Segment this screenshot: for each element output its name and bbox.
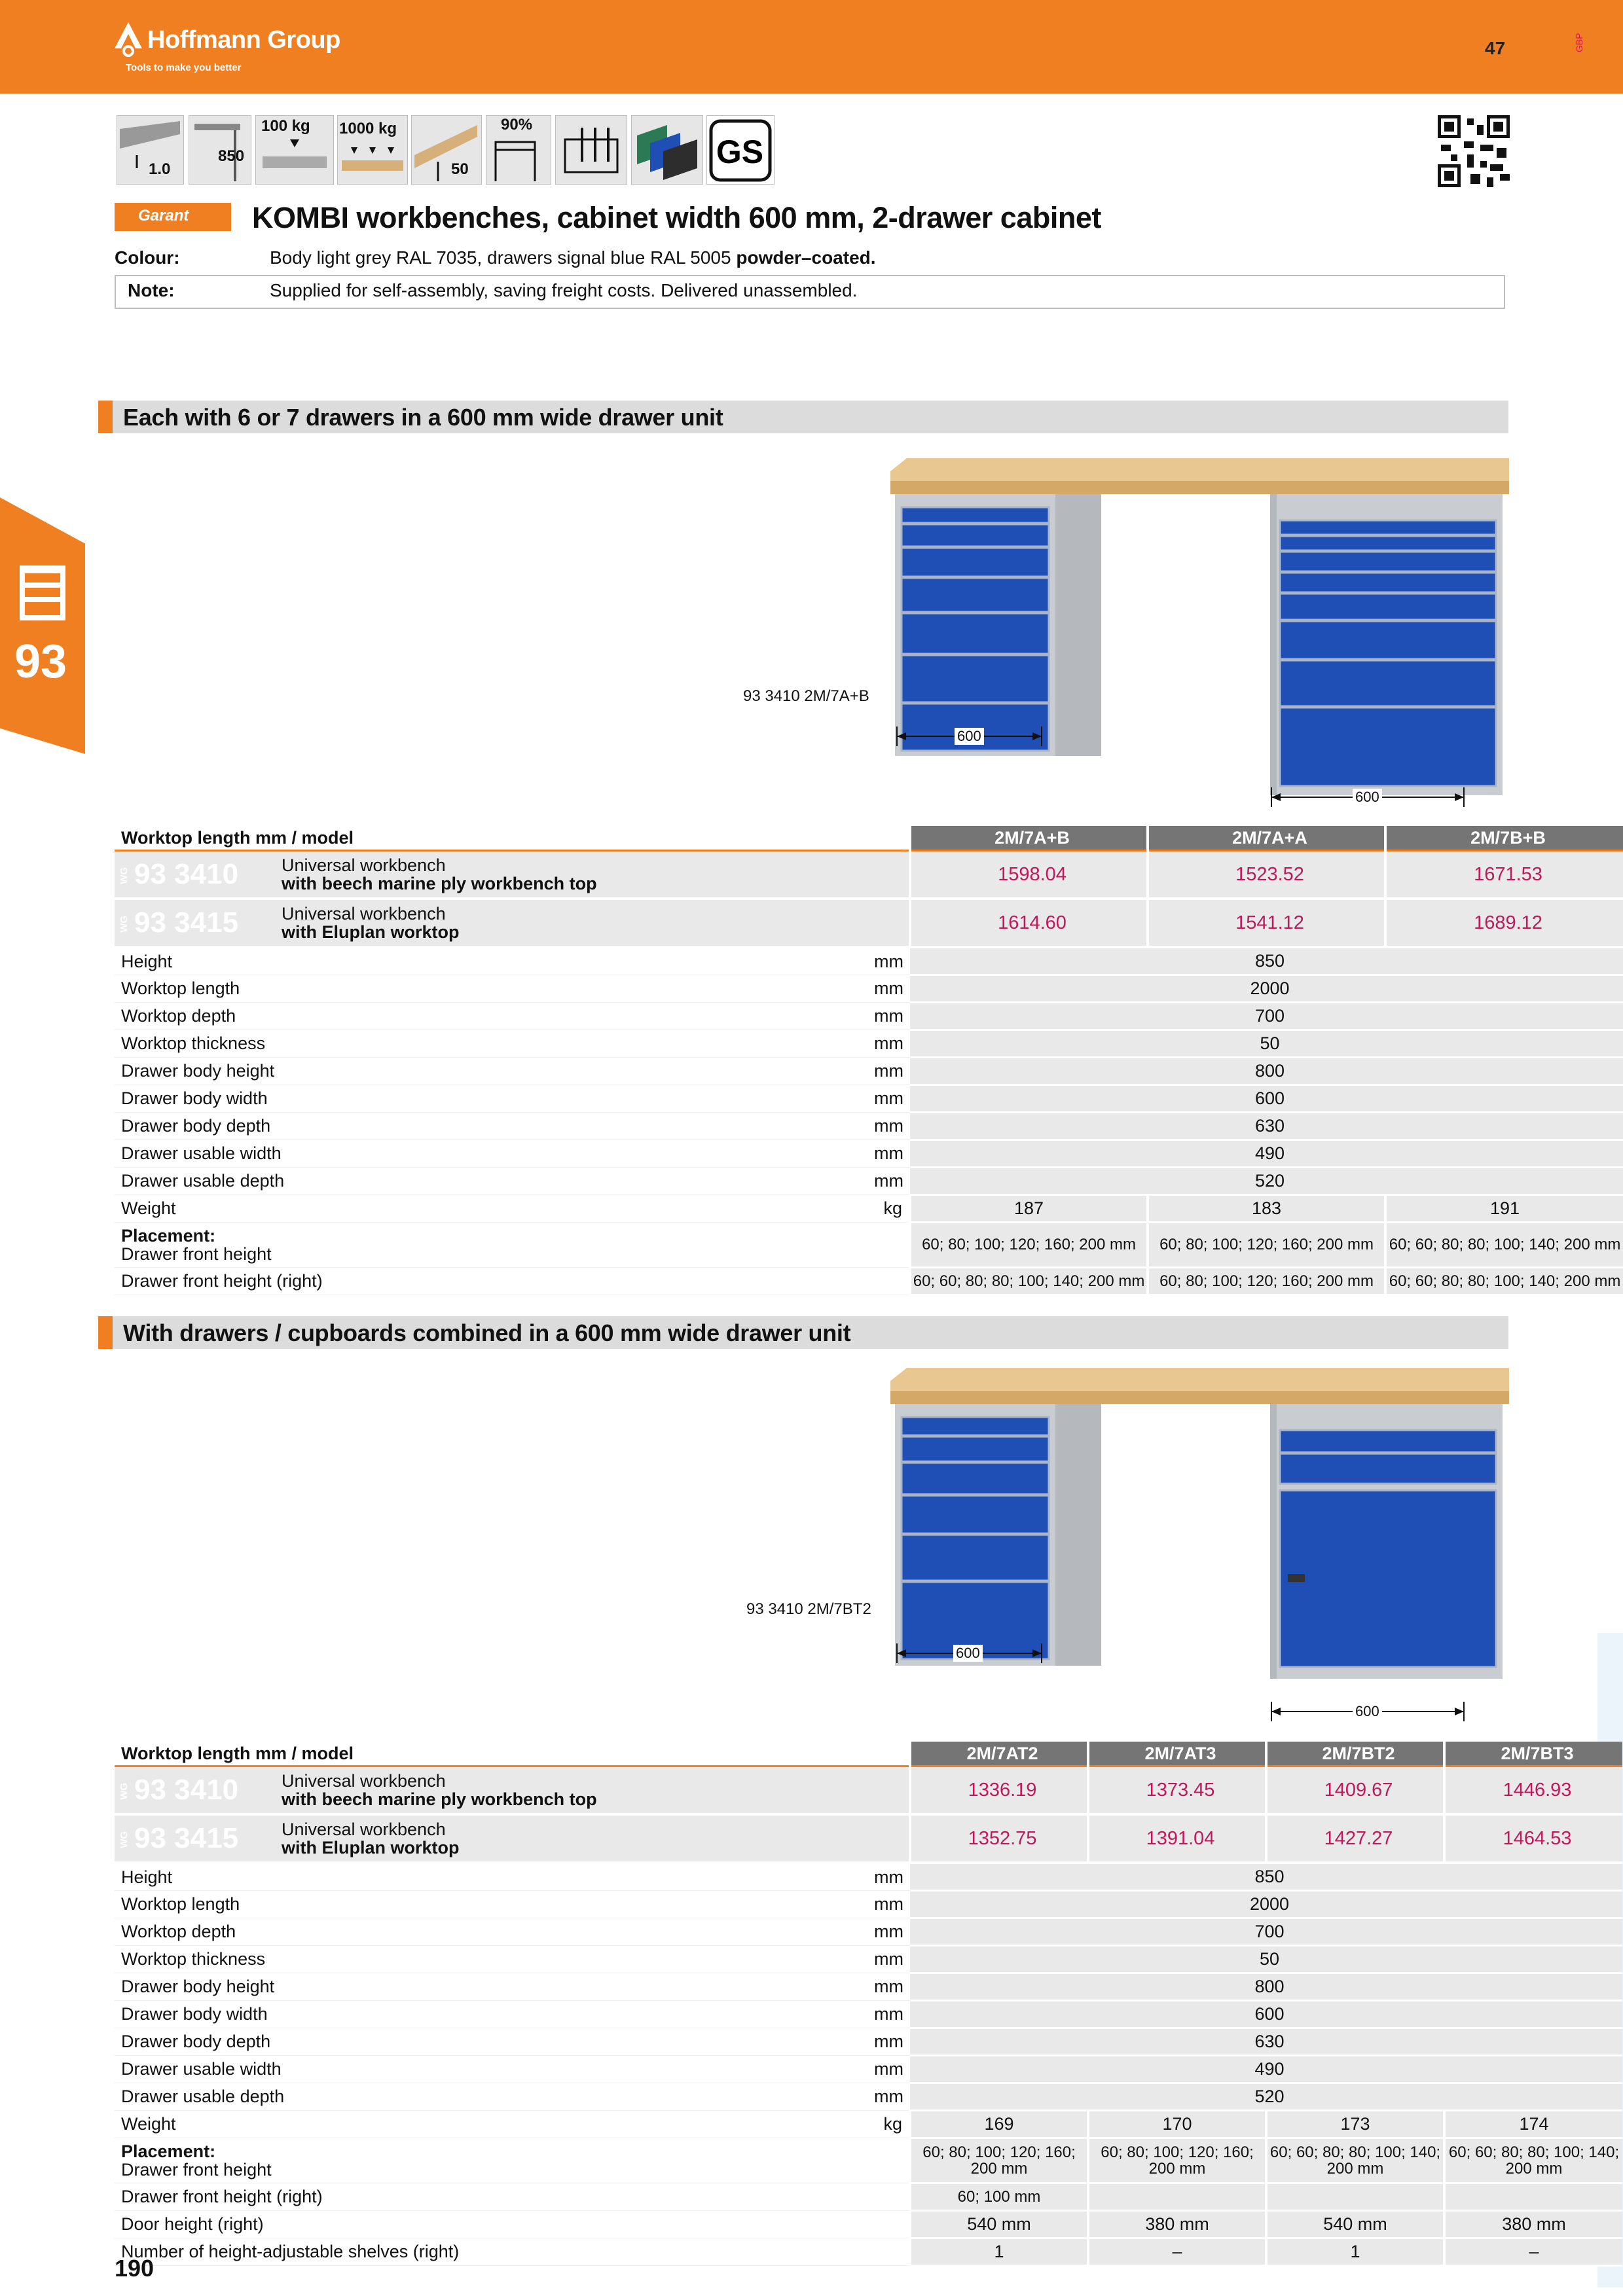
- section1-spec-table: [115, 826, 1623, 1296]
- currency-label: GBP: [1574, 33, 1584, 52]
- spec-unit: mm: [799, 1003, 910, 1030]
- svg-text:GS: GS: [716, 134, 764, 170]
- spec-value: 183: [1148, 1195, 1385, 1223]
- spec-row: [115, 1003, 1623, 1030]
- article-description: [275, 851, 910, 899]
- spec-unit: mm: [799, 2001, 910, 2028]
- spec-value: 490: [910, 2056, 1622, 2083]
- price-cell[interactable]: 1427.27: [1266, 1814, 1444, 1863]
- colour-label: Colour:: [115, 247, 180, 268]
- spec-label: Worktop depth: [115, 1918, 799, 1946]
- spec-value: 850: [910, 1863, 1622, 1891]
- section1-marker: [98, 401, 113, 433]
- section1-dim-left: 600: [955, 728, 984, 745]
- spec-value: 60; 60; 80; 80; 100; 140; 200 mm: [1385, 1268, 1623, 1295]
- hoffmann-logo-icon: [115, 22, 142, 58]
- section2-marker: [98, 1316, 113, 1349]
- article-desc-line2: with beech marine ply workbench top: [282, 874, 597, 893]
- price-cell[interactable]: 1336.19: [910, 1767, 1088, 1815]
- spec-value: 174: [1444, 2111, 1622, 2138]
- article-number[interactable]: [115, 1814, 275, 1863]
- article-desc-line2: with Eluplan worktop: [282, 1838, 460, 1857]
- model-col: 2M/7BT2: [1266, 1742, 1444, 1767]
- spec-unit: mm: [799, 1058, 910, 1085]
- wg-label: WG: [119, 867, 130, 885]
- height-value: 850: [218, 147, 245, 165]
- spec-value: 380 mm: [1088, 2211, 1266, 2238]
- spec-label: Worktop length: [115, 1891, 799, 1918]
- chapter-tab[interactable]: [0, 497, 85, 754]
- gs-mark-icon: [706, 115, 775, 185]
- empty-cell: [1266, 2183, 1444, 2211]
- section2-dim-right: 600: [1353, 1703, 1382, 1720]
- spec-label: Drawer body depth: [115, 1113, 799, 1140]
- sheet-thickness-value: 1.0: [149, 160, 171, 178]
- workbench-7drawer-illustration: [887, 455, 1509, 821]
- spec-label: Worktop thickness: [115, 1946, 799, 1973]
- spec-label: [115, 1223, 910, 1268]
- price-cell[interactable]: 1541.12: [1148, 899, 1385, 947]
- right-front-row: [115, 1268, 1623, 1295]
- garant-badge: Garant: [115, 203, 231, 231]
- spec-value: –: [1088, 2238, 1266, 2266]
- colour-text: Body light grey RAL 7035, drawers signal blue RAL 5005: [270, 247, 737, 268]
- spec-row: [115, 2083, 1622, 2111]
- spec-unit: mm: [799, 2028, 910, 2056]
- article-desc-line1: Universal workbench: [282, 855, 446, 875]
- spec-unit: mm: [799, 1973, 910, 2001]
- spec-row: [115, 2056, 1622, 2083]
- spec-value: 630: [910, 2028, 1622, 2056]
- top-load-value: 1000 kg: [339, 120, 397, 137]
- header-label: Worktop length mm / model: [115, 826, 910, 851]
- article-description: [275, 899, 910, 947]
- spec-label: Worktop thickness: [115, 1030, 799, 1058]
- worktop-thickness-value: 50: [451, 160, 469, 178]
- header-label: Worktop length mm / model: [115, 1742, 910, 1767]
- spec-label: Door height (right): [115, 2211, 910, 2238]
- spec-unit: mm: [799, 1113, 910, 1140]
- price-cell[interactable]: 1352.75: [910, 1814, 1088, 1863]
- page-number: 190: [115, 2255, 155, 2282]
- spec-row: [115, 2028, 1622, 2056]
- brand-tagline: Tools to make you better: [126, 62, 242, 73]
- article-number[interactable]: [115, 1767, 275, 1815]
- spec-label: Weight: [115, 2111, 799, 2138]
- spec-label: Drawer body width: [115, 2001, 799, 2028]
- spec-value: 60; 80; 100; 120; 160; 200 mm: [910, 1223, 1148, 1268]
- product-title: KOMBI workbenches, cabinet width 600 mm, 2-drawer cabinet: [252, 201, 1101, 234]
- spec-label: Drawer body depth: [115, 2028, 799, 2056]
- brand-name: Hoffmann Group: [147, 26, 340, 54]
- table-header-row: [115, 826, 1623, 851]
- height-icon: [189, 115, 251, 185]
- section2-dim-left: 600: [953, 1645, 983, 1662]
- page-number-top: 47: [1485, 38, 1506, 58]
- colour-finish: powder–coated.: [736, 247, 876, 268]
- article-number-text: 93 3415: [134, 1821, 239, 1854]
- spec-value: 700: [910, 1918, 1622, 1946]
- worktop-thickness-icon: [411, 115, 482, 185]
- spec-value: 50: [910, 1030, 1623, 1058]
- empty-cell: [1444, 2183, 1622, 2211]
- spec-row: [115, 1168, 1623, 1195]
- article-row[interactable]: [115, 1767, 1622, 1815]
- drawer-extension-value: 90%: [501, 116, 533, 134]
- spec-value: 1: [910, 2238, 1088, 2266]
- article-desc-line1: Universal workbench: [282, 903, 446, 924]
- article-description: [275, 1814, 910, 1863]
- spec-label: Drawer usable depth: [115, 1168, 799, 1195]
- spec-unit: mm: [799, 1863, 910, 1891]
- article-desc-line2: with Eluplan worktop: [282, 922, 460, 942]
- spec-value: 490: [910, 1140, 1623, 1168]
- spec-row: [115, 1891, 1622, 1918]
- article-number-text: 93 3415: [134, 906, 239, 939]
- spec-value: 169: [910, 2111, 1088, 2138]
- spec-value: 600: [910, 2001, 1622, 2028]
- price-cell[interactable]: 1464.53: [1444, 1814, 1622, 1863]
- spec-unit: mm: [799, 1168, 910, 1195]
- section1-heading-text: Each with 6 or 7 drawers in a 600 mm wide drawer unit: [123, 404, 723, 431]
- article-number[interactable]: [115, 899, 275, 947]
- spec-row: [115, 1863, 1622, 1891]
- spec-value: 60; 100 mm: [910, 2183, 1088, 2211]
- article-row[interactable]: [115, 1814, 1622, 1863]
- article-desc-line1: Universal workbench: [282, 1770, 446, 1791]
- spec-value: 2000: [910, 975, 1623, 1003]
- spec-row: [115, 1030, 1623, 1058]
- qr-code-icon: [1438, 115, 1510, 187]
- section1-heading: [98, 401, 1508, 433]
- spec-value: 800: [910, 1058, 1623, 1085]
- spec-value: 60; 60; 80; 80; 100; 140; 200 mm: [1385, 1223, 1623, 1268]
- spec-value: 700: [910, 1003, 1623, 1030]
- article-number[interactable]: [115, 851, 275, 899]
- empty-cell: [1088, 2183, 1266, 2211]
- spec-unit: mm: [799, 1891, 910, 1918]
- spec-unit: mm: [799, 1030, 910, 1058]
- spec-row: [115, 1973, 1622, 2001]
- spec-label: Drawer usable width: [115, 2056, 799, 2083]
- spec-label: Height: [115, 1863, 799, 1891]
- drawer-extension-icon: [486, 115, 551, 185]
- section2-caption: 93 3410 2M/7BT2: [746, 1600, 871, 1618]
- section2-heading-text: With drawers / cupboards combined in a 600 mm wide drawer unit: [123, 1319, 851, 1346]
- section2-spec-table: [115, 1742, 1622, 2267]
- spec-value: 600: [910, 1085, 1623, 1113]
- spec-unit: mm: [799, 947, 910, 975]
- placement-row: [115, 1223, 1623, 1268]
- spec-row: [115, 1113, 1623, 1140]
- price-cell[interactable]: 1671.53: [1385, 851, 1623, 899]
- spec-value: 800: [910, 1973, 1622, 2001]
- spec-unit: mm: [799, 1140, 910, 1168]
- sheet-thickness-icon: [117, 115, 184, 185]
- spec-value: 191: [1385, 1195, 1623, 1223]
- spec-row: [115, 1140, 1623, 1168]
- spec-value: 60; 60; 80; 80; 100; 140; 200 mm: [1266, 2138, 1444, 2183]
- spec-label: Drawer usable width: [115, 1140, 799, 1168]
- cabinet-icon: [13, 563, 72, 622]
- right-front-row: [115, 2183, 1622, 2211]
- price-cell[interactable]: 1391.04: [1088, 1814, 1266, 1863]
- placement-label: Placement:: [121, 2141, 216, 2161]
- spec-value: 60; 60; 80; 80; 100; 140; 200 mm: [1444, 2138, 1622, 2183]
- spec-value: 170: [1088, 2111, 1266, 2138]
- spec-label: Drawer body height: [115, 1973, 799, 2001]
- spec-unit: mm: [799, 1918, 910, 1946]
- spec-label: Worktop length: [115, 975, 799, 1003]
- spec-label: Drawer body height: [115, 1058, 799, 1085]
- spec-unit: mm: [799, 975, 910, 1003]
- spec-value: 60; 80; 100; 120; 160; 200 mm: [910, 2138, 1088, 2183]
- note-label: Note:: [128, 280, 175, 300]
- article-desc-line2: with beech marine ply workbench top: [282, 1789, 597, 1809]
- spec-value: 50: [910, 1946, 1622, 1973]
- spec-row: [115, 2001, 1622, 2028]
- price-cell[interactable]: 1614.60: [910, 899, 1148, 947]
- spec-value: 2000: [910, 1891, 1622, 1918]
- table-header-row: [115, 1742, 1622, 1767]
- spec-value: 380 mm: [1444, 2211, 1622, 2238]
- spec-label: Drawer usable depth: [115, 2083, 799, 2111]
- spec-label: Height: [115, 947, 799, 975]
- spec-value: 540 mm: [910, 2211, 1088, 2238]
- spec-value: 540 mm: [1266, 2211, 1444, 2238]
- placement-label: Placement:: [121, 1225, 216, 1246]
- spec-unit: mm: [799, 2083, 910, 2111]
- spec-value: 520: [910, 1168, 1623, 1195]
- spec-value: –: [1444, 2238, 1622, 2266]
- spec-label: Worktop depth: [115, 1003, 799, 1030]
- spec-label: [115, 2138, 910, 2183]
- spec-value: 630: [910, 1113, 1623, 1140]
- spec-row: [115, 1918, 1622, 1946]
- price-cell[interactable]: 1373.45: [1088, 1767, 1266, 1815]
- spec-row: [115, 1946, 1622, 1973]
- spec-row: [115, 975, 1623, 1003]
- spec-value: 60; 80; 100; 120; 160; 200 mm: [1148, 1268, 1385, 1295]
- model-col: 2M/7B+B: [1385, 826, 1623, 851]
- spec-value: 173: [1266, 2111, 1444, 2138]
- wg-label: WG: [119, 1831, 130, 1849]
- price-cell[interactable]: 1523.52: [1148, 851, 1385, 899]
- price-cell[interactable]: 1689.12: [1385, 899, 1623, 947]
- spec-label: Weight: [115, 1195, 799, 1223]
- model-col: 2M/7A+B: [910, 826, 1148, 851]
- price-cell[interactable]: 1598.04: [910, 851, 1148, 899]
- spec-row: [115, 947, 1623, 975]
- spec-value: 60; 80; 100; 120; 160; 200 mm: [1088, 2138, 1266, 2183]
- spec-label: Drawer front height (right): [115, 2183, 910, 2211]
- section1-caption: 93 3410 2M/7A+B: [743, 687, 869, 705]
- spec-value: 60; 80; 100; 120; 160; 200 mm: [1148, 1223, 1385, 1268]
- spec-label: Number of height-adjustable shelves (right): [115, 2238, 910, 2266]
- article-description: [275, 1767, 910, 1815]
- drawer-front-label: Drawer front height: [121, 1244, 272, 1264]
- weight-row: [115, 2111, 1622, 2138]
- article-row[interactable]: [115, 851, 1623, 899]
- drawer-load-icon: [255, 115, 334, 185]
- price-cell[interactable]: 1446.93: [1444, 1767, 1622, 1815]
- spec-row: [115, 1085, 1623, 1113]
- spec-unit: mm: [799, 2056, 910, 2083]
- model-col: 2M/7AT2: [910, 1742, 1088, 1767]
- spec-unit: kg: [799, 2111, 910, 2138]
- colour-value: [270, 247, 876, 268]
- shelves-row: [115, 2238, 1622, 2266]
- section2-heading: [98, 1316, 1508, 1349]
- spec-value: 60; 60; 80; 80; 100; 140; 200 mm: [910, 1268, 1148, 1295]
- spec-unit: kg: [799, 1195, 910, 1223]
- spec-row: [115, 1058, 1623, 1085]
- article-number-text: 93 3410: [134, 1773, 239, 1806]
- spec-value: 187: [910, 1195, 1148, 1223]
- drawer-dividers-icon: [555, 115, 627, 185]
- spec-label: Drawer front height (right): [115, 1268, 910, 1295]
- note-value: Supplied for self-assembly, saving freight costs. Delivered unassembled.: [270, 280, 858, 300]
- spec-value: 1: [1266, 2238, 1444, 2266]
- top-load-icon: [337, 115, 408, 185]
- model-col: 2M/7A+A: [1148, 826, 1385, 851]
- placement-row: [115, 2138, 1622, 2183]
- drawer-load-value: 100 kg: [261, 117, 310, 135]
- wg-label: WG: [119, 916, 130, 933]
- spec-label: Drawer body width: [115, 1085, 799, 1113]
- section1-dim-right: 600: [1353, 789, 1382, 806]
- wg-label: WG: [119, 1783, 130, 1801]
- spec-value: 520: [910, 2083, 1622, 2111]
- article-number-text: 93 3410: [134, 857, 239, 890]
- chapter-number: 93: [14, 636, 67, 688]
- spec-unit: mm: [799, 1946, 910, 1973]
- price-cell[interactable]: 1409.67: [1266, 1767, 1444, 1815]
- weight-row: [115, 1195, 1623, 1223]
- colour-options-icon: [631, 115, 703, 185]
- spec-value: 850: [910, 947, 1623, 975]
- model-col: 2M/7BT3: [1444, 1742, 1622, 1767]
- door-row: [115, 2211, 1622, 2238]
- spec-unit: mm: [799, 1085, 910, 1113]
- article-desc-line1: Universal workbench: [282, 1819, 446, 1839]
- model-col: 2M/7AT3: [1088, 1742, 1266, 1767]
- drawer-front-label: Drawer front height: [121, 2160, 272, 2179]
- article-row[interactable]: [115, 899, 1623, 947]
